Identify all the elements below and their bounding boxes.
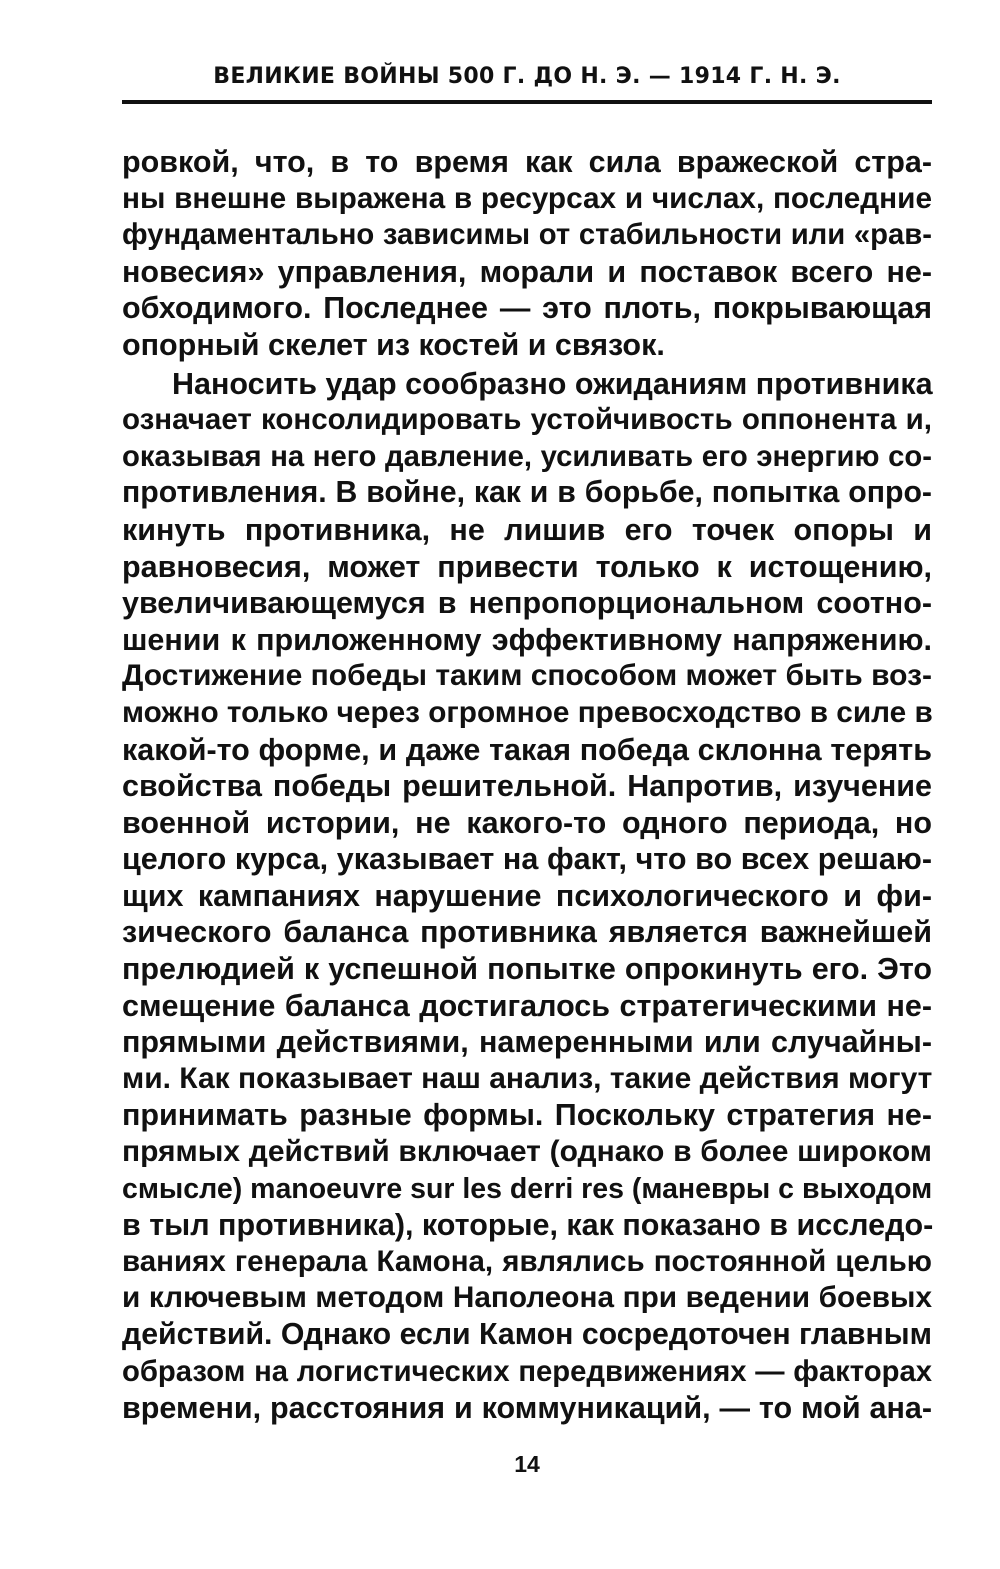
header-rule [122, 100, 932, 104]
paragraph-1 [122, 144, 932, 364]
text-line: действий. Однако если Камон сосредоточен главным [122, 1318, 932, 1351]
text-line: обходимого. Последнее — это плоть, покрывающая [122, 291, 932, 326]
text-line: кинуть противника, не лишив его точек опоры и [122, 512, 932, 547]
text-line: увеличивающемуся в непропорциональном соотно- [122, 586, 932, 621]
text-line: какой-то форме, и даже такая победа склонна терять [122, 732, 932, 767]
text-line: равновесия, может привести только к истощению, [122, 549, 932, 584]
text-line: ны внешне выражена в ресурсах и числах, последние [122, 181, 932, 215]
text-line: новесия» управления, морали и поставок всего не- [122, 254, 932, 289]
text-line: противления. В войне, как и в борьбе, попытка опро- [122, 476, 932, 510]
text-line: опорный скелет из костей и связок. [122, 327, 665, 362]
text-line: означает консолидировать устойчивость оппонента и, [122, 403, 932, 437]
text-line: ми. Как показывает наш анализ, такие действия могут [122, 1061, 933, 1095]
running-title: ВЕЛИКИЕ ВОЙНЫ 500 Г. ДО Н. Э. — 1914 Г. Н. Э. [213, 64, 841, 89]
text-line: Наносить удар сообразно ожиданиям противника [172, 366, 933, 401]
text-line: щих кампаниях нарушение психологического и фи- [122, 878, 932, 913]
text-line: ровкой, что, в то время как сила вражеской стра- [122, 145, 932, 179]
text-line: прямыми действиями, намеренными или случайны- [122, 1025, 932, 1060]
text-line: в тыл противника), которые, как показано в исследо- [122, 1208, 934, 1243]
text-line: свойства победы решительной. Напротив, изучение [122, 769, 932, 804]
page-number: 14 [514, 1451, 540, 1477]
text-line: фундаментально зависимы от стабильности или «рав- [122, 219, 932, 252]
text-line: Достижение победы таким способом может быть воз- [122, 659, 932, 693]
text-line: можно только через огромное превосходство в силе в [122, 695, 933, 729]
text-line: военной истории, не какого-то одного периода, но [122, 805, 932, 840]
text-line: смещение баланса достигалось стратегическими не- [122, 988, 932, 1023]
text-line: целого курса, указывает на факт, что во всех решаю- [122, 842, 932, 877]
text-line: смысле) manoeuvre sur les derri res (маневры с выходом [122, 1172, 933, 1205]
text-line: ваниях генерала Камона, являлись постоянной целью [122, 1244, 932, 1278]
text-line: зического баланса противника является важнейшей [122, 915, 932, 950]
text-line: шении к приложенному эффективному напряжению. [122, 622, 932, 657]
paragraph-2 [122, 366, 932, 1427]
text-line: прелюдией к успешной попытке опрокинуть его. Это [122, 952, 932, 987]
text-line: и ключевым методом Наполеона при ведении боевых [122, 1281, 932, 1315]
text-line: времени, расстояния и коммуникаций, — то мой ана- [122, 1391, 932, 1426]
text-line: образом на логистических передвижениях — факторах [122, 1355, 932, 1388]
text-line: принимать разные формы. Поскольку стратегия не- [122, 1098, 932, 1133]
body-text [122, 144, 932, 1427]
text-line: оказывая на него давление, усиливать его энергию со- [122, 440, 932, 473]
text-line: прямых действий включает (однако в более широком [122, 1135, 932, 1169]
